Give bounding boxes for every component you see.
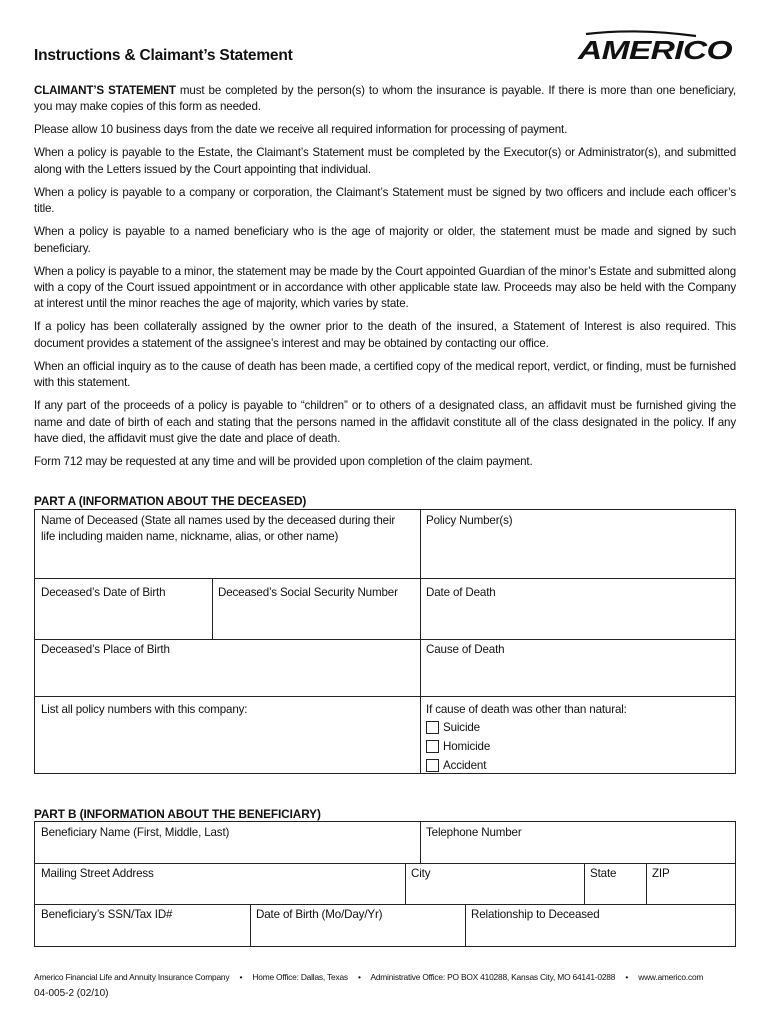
instruction-paragraph: When a policy is payable to a minor, the statement may be made by the Court appointed Guardian of the minor’s Estate and submitted along with a copy of the Court issued appointment or in accordance with other applicable state law. Proceeds may also be held with the Company at interest until the minor reaches the age of majority, which varies by state.: [34, 264, 736, 311]
part-b-heading: PART B (INFORMATION ABOUT THE BENEFICIARY): [34, 807, 321, 821]
footer-bullet: •: [358, 972, 361, 982]
deceased-name-field[interactable]: Name of Deceased (State all names used by the deceased during their life including maiden name, nickname, alias, or other name): [41, 514, 396, 544]
page-title: Instructions & Claimant’s Statement: [34, 47, 293, 64]
policy-numbers-field[interactable]: Policy Number(s): [426, 514, 513, 527]
footer: [34, 972, 736, 982]
footer-home-office: Home Office: Dallas, Texas: [252, 972, 348, 982]
footer-bullet: •: [625, 972, 629, 982]
instruction-paragraph: If a policy has been collaterally assigned by the owner prior to the death of the insured, a Statement of Interest is also required. This document provides a statement of the assignee’s interest and may be obtained by contacting our office.: [34, 320, 736, 350]
part-a-heading: PART A (INFORMATION ABOUT THE DECEASED): [34, 494, 307, 508]
beneficiary-name-field[interactable]: Beneficiary Name (First, Middle, Last): [41, 826, 230, 839]
cause-of-death-field[interactable]: Cause of Death: [426, 643, 505, 656]
accident-checkbox[interactable]: [426, 759, 439, 772]
form-number: 04-005-2 (02/10): [34, 988, 109, 999]
instruction-paragraph: Please allow 10 business days from the date we receive all required information for processing of payment.: [34, 123, 568, 137]
state-field[interactable]: State: [590, 867, 617, 880]
policy-list-field[interactable]: List all policy numbers with this company:: [41, 703, 248, 716]
unnatural-death-group: If cause of death was other than natural: Suicide Homicide Accident: [420, 699, 735, 778]
date-of-death-field[interactable]: Date of Death: [426, 586, 496, 599]
suicide-option[interactable]: Suicide: [426, 718, 729, 737]
beneficiary-dob-field[interactable]: Date of Birth (Mo/Day/Yr): [256, 908, 383, 921]
part-b-form: [34, 821, 736, 947]
instruction-paragraph: Form 712 may be requested at any time and will be provided upon completion of the claim payment.: [34, 455, 533, 469]
instruction-paragraph: When a policy is payable to a company or corporation, the Claimant’s Statement must be signed by two officers and include each officer’s title.: [34, 185, 736, 216]
homicide-option[interactable]: Homicide: [426, 737, 729, 756]
beneficiary-ssn-field[interactable]: Beneficiary’s SSN/Tax ID#: [41, 908, 173, 921]
homicide-checkbox[interactable]: [426, 740, 439, 753]
instruction-paragraph: If any part of the proceeds of a policy is payable to “children” or to others of a designated class, an affidavit must be furnished giving the name and date of birth of each and stating that the persons named in the affidavit constitute all of the class designated in the policy. If any have died, the affidavit must give the date and place of death.: [34, 399, 736, 446]
telephone-field[interactable]: Telephone Number: [426, 826, 522, 839]
mailing-address-field[interactable]: Mailing Street Address: [41, 867, 154, 880]
deceased-ssn-field[interactable]: Deceased’s Social Security Number: [218, 586, 398, 599]
instructions: [34, 83, 736, 477]
city-field[interactable]: City: [411, 867, 431, 880]
footer-admin-office: Administrative Office: PO BOX 410288, Kansas City, MO 64141-0288: [370, 972, 616, 982]
part-a-form: [34, 509, 736, 774]
instruction-paragraph: When an official inquiry as to the cause of death has been made, a certified copy of the medical report, verdict, or finding, must be furnished with this statement.: [34, 359, 736, 390]
footer-company: Americo Financial Life and Annuity Insurance Company: [34, 972, 230, 982]
instruction-paragraph: When a policy is payable to the Estate, the Claimant’s Statement must be completed by the Executor(s) or Administrator(s), and submitted along with the Letters issued by the Court appointing that individual.: [34, 146, 736, 176]
footer-website[interactable]: www.americo.com: [638, 972, 704, 982]
instruction-paragraph: When a policy is payable to a named beneficiary who is the age of majority or older, the statement must be made and signed by such beneficiary.: [34, 225, 736, 255]
logo-wordmark: AMERICO: [576, 35, 733, 64]
zip-field[interactable]: ZIP: [652, 867, 670, 880]
americo-logo: [576, 30, 740, 64]
accident-option[interactable]: Accident: [426, 756, 729, 775]
instruction-paragraph: CLAIMANT’S STATEMENT must be completed by the person(s) to whom the insurance is payable. If there is more than one beneficiary, you may make copies of this form as needed.: [34, 84, 736, 114]
deceased-pob-field[interactable]: Deceased’s Place of Birth: [41, 643, 170, 656]
footer-bullet: •: [239, 972, 243, 982]
deceased-dob-field[interactable]: Deceased’s Date of Birth: [41, 586, 166, 599]
relationship-field[interactable]: Relationship to Deceased: [471, 908, 600, 921]
suicide-checkbox[interactable]: [426, 721, 439, 734]
